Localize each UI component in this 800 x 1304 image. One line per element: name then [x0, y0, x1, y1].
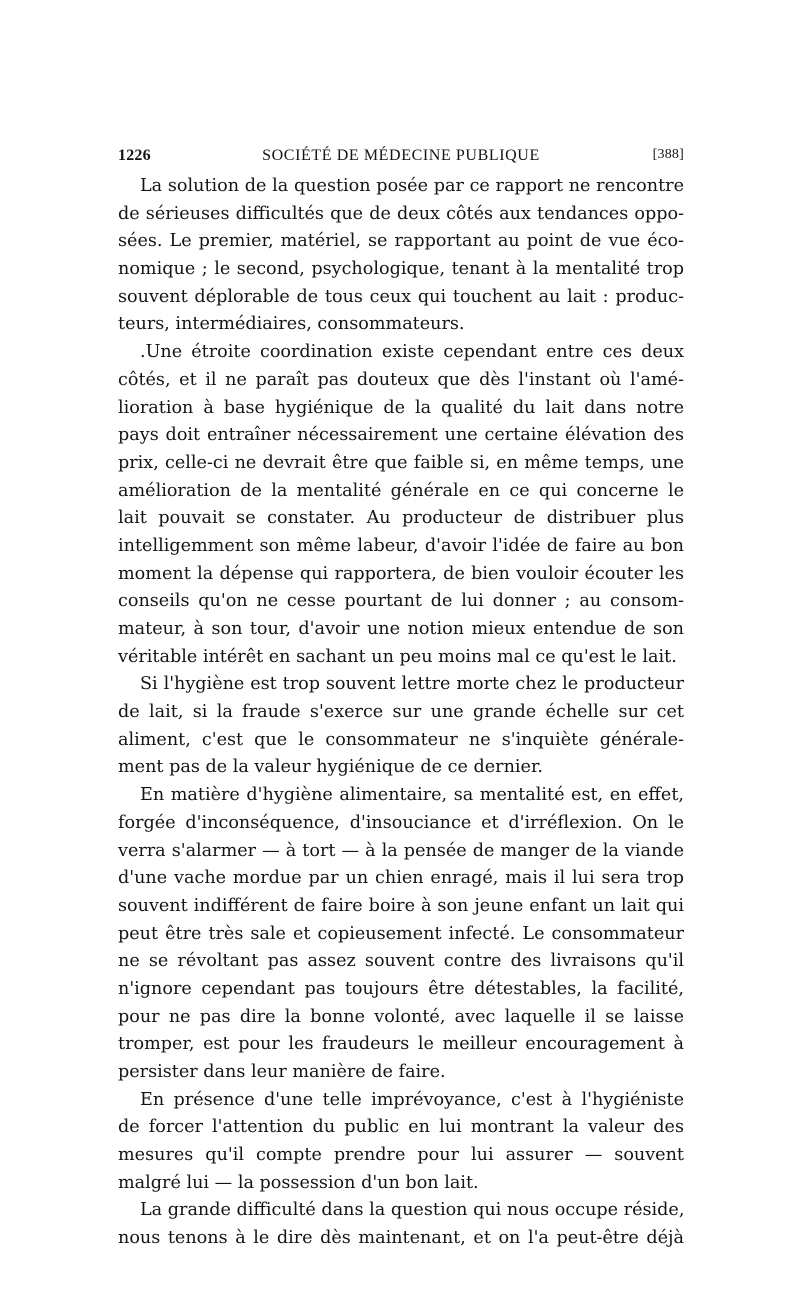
text-line: persister dans leur manière de faire. [118, 1062, 446, 1082]
paragraph [118, 782, 684, 1087]
paragraph [118, 671, 684, 782]
text-line: sées. Le premier, matériel, se rapportant au point de vue éco- [118, 231, 684, 252]
text-line: Si l'hygiène est trop souvent lettre morte chez le producteur [140, 674, 684, 695]
text-line: peut être très sale et copieusement infecté. Le consommateur [118, 923, 684, 944]
text-line: mesures qu'il compte prendre pour lui assurer — souvent [118, 1145, 684, 1166]
running-header [118, 143, 684, 173]
text-line: ment pas de la valeur hygiénique de ce dernier. [118, 757, 544, 778]
text-line: n'ignore cependant pas toujours être détestables, la facilité, [118, 978, 684, 999]
text-line: En matière d'hygiène alimentaire, sa mentalité est, en effet, [140, 785, 684, 806]
text-line: malgré lui — la possession d'un bon lait. [118, 1172, 479, 1193]
text-line: teurs, intermédiaires, consommateurs. [118, 314, 465, 335]
text-line: de lait, si la fraude s'exerce sur une grande échelle sur cet [118, 702, 684, 723]
text-line: lioration à base hygiénique de la qualité du lait dans notre [118, 397, 684, 418]
body-text [118, 173, 684, 1253]
text-line: .Une étroite coordination existe cependant entre ces deux [140, 342, 684, 363]
page-reference: [388] [652, 147, 684, 162]
text-line: La solution de la question posée par ce rapport ne rencontre [140, 176, 684, 196]
text-line: pour ne pas dire la bonne volonté, avec laquelle il se laisse [118, 1006, 684, 1027]
text-line: verra s'alarmer — à tort — à la pensée de manger de la viande [118, 840, 684, 861]
paragraph [118, 339, 684, 671]
text-line: souvent déplorable de tous ceux qui touchent au lait : produc- [118, 286, 684, 307]
text-line: souvent indifférent de faire boire à son jeune enfant un lait qui [118, 895, 684, 916]
text-line: moment la dépense qui rapportera, de bien vouloir écouter les [118, 563, 684, 584]
page-number: 1226 [118, 147, 151, 164]
text-line: d'une vache mordue par un chien enragé, mais il lui sera trop [118, 868, 684, 889]
text-line: forgée d'inconséquence, d'insouciance et d'irréflexion. On le [118, 812, 684, 833]
running-title: SOCIÉTÉ DE MÉDECINE PUBLIQUE [262, 147, 540, 164]
text-line: ne se révoltant pas assez souvent contre des livraisons qu'il [118, 951, 684, 972]
text-line: intelligemment son même labeur, d'avoir l'idée de faire au bon [118, 535, 684, 556]
text-line: conseils qu'on ne cesse pourtant de lui donner ; au consom- [118, 591, 684, 612]
text-line: nous tenons à le dire dès maintenant, et on l'a peut-être déjà [118, 1228, 684, 1249]
paragraph [118, 1197, 684, 1252]
book-page [118, 143, 684, 1253]
text-line: La grande difficulté dans la question qui nous occupe réside, [140, 1200, 684, 1221]
text-line: En présence d'une telle imprévoyance, c'est à l'hygiéniste [140, 1089, 684, 1110]
text-line: pays doit entraîner nécessairement une certaine élévation des [118, 425, 684, 446]
text-line: mateur, à son tour, d'avoir une notion mieux entendue de son [118, 619, 684, 639]
text-line: lait pouvait se constater. Au producteur de distribuer plus [118, 508, 684, 529]
text-line: de forcer l'attention du public en lui montrant la valeur des [118, 1117, 684, 1138]
paragraph [118, 1087, 684, 1198]
text-line: côtés, et il ne paraît pas douteux que dès l'instant où l'amé- [118, 369, 684, 390]
text-line: nomique ; le second, psychologique, tenant à la mentalité trop [118, 259, 684, 280]
text-line: véritable intérêt en sachant un peu moins mal ce qu'est le lait. [118, 646, 677, 667]
paragraph [118, 173, 684, 339]
text-line: amélioration de la mentalité générale en ce qui concerne le [118, 480, 684, 501]
text-line: aliment, c'est que le consommateur ne s'inquiète générale- [118, 729, 684, 750]
text-line: prix, celle-ci ne devrait être que faible si, en même temps, une [118, 452, 684, 473]
text-line: de sérieuses difficultés que de deux côtés aux tendances oppo- [118, 203, 684, 224]
text-line: tromper, est pour les fraudeurs le meilleur encouragement à [118, 1034, 684, 1055]
